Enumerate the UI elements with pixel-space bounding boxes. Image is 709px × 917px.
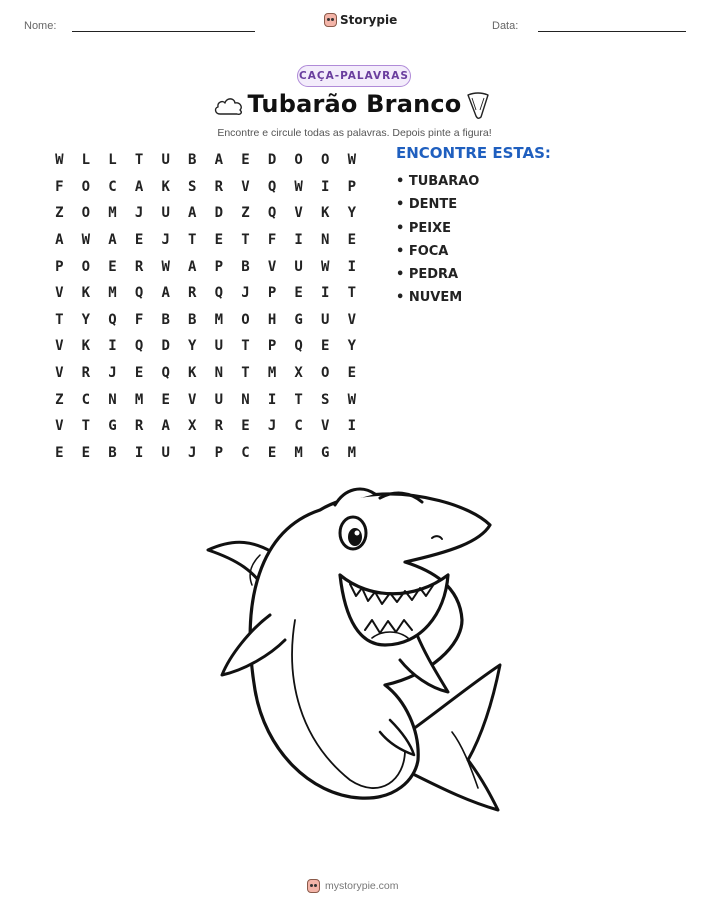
grid-cell[interactable]: U: [294, 258, 303, 275]
grid-cell[interactable]: Q: [134, 338, 144, 355]
grid-cell[interactable]: A: [161, 418, 170, 435]
grid-cell[interactable]: Z: [55, 391, 64, 408]
grid-cell[interactable]: A: [214, 152, 224, 169]
grid-cell[interactable]: I: [108, 338, 117, 355]
grid-cell[interactable]: R: [188, 285, 197, 302]
footer-url: mystorypie.com: [325, 880, 399, 892]
date-line: [538, 31, 686, 32]
grid-cell[interactable]: T: [81, 418, 91, 435]
grid-cell[interactable]: K: [321, 205, 330, 222]
grid-cell[interactable]: E: [294, 285, 303, 302]
grid-cell[interactable]: U: [161, 205, 170, 222]
grid-cell[interactable]: J: [241, 285, 250, 302]
grid-cell[interactable]: V: [241, 178, 250, 195]
grid-row: [46, 227, 365, 254]
grid-cell[interactable]: S: [321, 391, 330, 408]
grid-cell[interactable]: A: [55, 232, 64, 249]
grid-cell[interactable]: V: [294, 205, 303, 222]
grid-cell[interactable]: O: [321, 152, 330, 169]
brand: [324, 13, 397, 27]
grid-cell[interactable]: K: [81, 285, 91, 302]
grid-cell[interactable]: N: [108, 391, 117, 408]
word-item: • PEDRA: [396, 267, 459, 283]
grid-cell[interactable]: P: [214, 258, 224, 275]
grid-row: [46, 440, 365, 467]
grid-cell[interactable]: P: [214, 444, 224, 461]
grid-row: [46, 147, 365, 174]
grid-cell[interactable]: Q: [214, 285, 224, 302]
word-list-title: ENCONTRE ESTAS:: [396, 144, 551, 162]
word-list: [396, 170, 479, 310]
grid-cell[interactable]: E: [321, 338, 330, 355]
storypie-logo-icon: [307, 879, 320, 893]
grid-cell[interactable]: T: [55, 311, 64, 328]
grid-cell[interactable]: W: [161, 258, 170, 275]
grid-cell[interactable]: W: [347, 391, 357, 408]
grid-cell[interactable]: F: [55, 178, 64, 195]
grid-cell[interactable]: T: [347, 285, 357, 302]
grid-cell[interactable]: U: [214, 391, 224, 408]
grid-cell[interactable]: Y: [347, 338, 357, 355]
grid-cell[interactable]: W: [347, 152, 357, 169]
grid-cell[interactable]: I: [321, 285, 330, 302]
grid-cell[interactable]: V: [55, 285, 64, 302]
word-item: • PEIXE: [396, 220, 451, 236]
grid-row: [46, 280, 365, 307]
grid-cell[interactable]: C: [108, 178, 117, 195]
grid-cell[interactable]: B: [161, 311, 170, 328]
grid-cell[interactable]: G: [108, 418, 117, 435]
name-label: Nome:: [24, 20, 57, 32]
grid-cell[interactable]: I: [267, 391, 277, 408]
grid-cell[interactable]: A: [188, 205, 197, 222]
grid-cell[interactable]: M: [267, 365, 277, 382]
grid-cell[interactable]: S: [188, 178, 197, 195]
grid-cell[interactable]: J: [134, 205, 144, 222]
grid-cell[interactable]: U: [161, 152, 170, 169]
grid-row: [46, 200, 365, 227]
shark-tooth-icon: [465, 90, 491, 120]
grid-cell[interactable]: T: [241, 338, 250, 355]
grid-cell[interactable]: N: [241, 391, 250, 408]
grid-cell[interactable]: Q: [161, 365, 170, 382]
grid-cell[interactable]: M: [108, 285, 117, 302]
grid-row: [46, 413, 365, 440]
grid-cell[interactable]: W: [81, 232, 91, 249]
grid-cell[interactable]: O: [294, 152, 303, 169]
grid-cell[interactable]: D: [161, 338, 170, 355]
grid-cell[interactable]: W: [294, 178, 303, 195]
grid-cell[interactable]: Z: [241, 205, 250, 222]
grid-cell[interactable]: A: [134, 178, 144, 195]
grid-cell[interactable]: E: [134, 365, 144, 382]
grid-cell[interactable]: U: [321, 311, 330, 328]
grid-cell[interactable]: B: [188, 152, 197, 169]
grid-cell[interactable]: W: [55, 152, 64, 169]
date-label: Data:: [492, 20, 519, 32]
grid-cell[interactable]: R: [214, 418, 224, 435]
grid-cell[interactable]: T: [241, 232, 250, 249]
grid-row: [46, 174, 365, 201]
grid-cell[interactable]: J: [188, 444, 197, 461]
grid-cell[interactable]: V: [321, 418, 330, 435]
grid-cell[interactable]: T: [134, 152, 144, 169]
brand-name: Storypie: [340, 13, 398, 27]
grid-row: [46, 386, 365, 413]
grid-cell[interactable]: Y: [188, 338, 197, 355]
word-item: • NUVEM: [396, 290, 463, 306]
grid-cell[interactable]: V: [267, 258, 277, 275]
grid-cell[interactable]: C: [241, 444, 250, 461]
grid-cell[interactable]: M: [347, 444, 357, 461]
grid-cell[interactable]: F: [267, 232, 277, 249]
name-line: [72, 31, 255, 32]
grid-cell[interactable]: V: [55, 418, 64, 435]
word-item: • TUBARAO: [396, 174, 480, 189]
page-title: Tubarão Branco: [247, 90, 462, 118]
grid-cell[interactable]: L: [81, 152, 91, 169]
grid-cell[interactable]: X: [294, 365, 303, 382]
grid-cell[interactable]: J: [161, 232, 170, 249]
grid-cell[interactable]: P: [55, 258, 64, 275]
grid-cell[interactable]: O: [81, 205, 91, 222]
grid-cell[interactable]: K: [161, 178, 170, 195]
grid-cell[interactable]: K: [81, 338, 91, 355]
grid-cell[interactable]: G: [321, 444, 330, 461]
grid-cell[interactable]: A: [108, 232, 117, 249]
grid-cell[interactable]: I: [347, 258, 357, 275]
word-item: • FOCA: [396, 243, 449, 259]
grid-cell[interactable]: A: [161, 285, 170, 302]
grid-cell[interactable]: B: [188, 311, 197, 328]
instructions: Encontre e circule todas as palavras. Depois pinte a figura!: [217, 127, 492, 139]
grid-cell[interactable]: L: [108, 152, 117, 169]
grid-cell[interactable]: E: [161, 391, 170, 408]
grid-cell[interactable]: E: [55, 444, 64, 461]
grid-cell[interactable]: I: [294, 232, 303, 249]
grid-cell[interactable]: T: [188, 232, 197, 249]
grid-cell[interactable]: M: [214, 311, 224, 328]
footer: [307, 879, 399, 893]
grid-cell[interactable]: Q: [267, 178, 277, 195]
grid-row: [46, 360, 365, 387]
grid-cell[interactable]: P: [267, 338, 277, 355]
grid-cell[interactable]: R: [81, 365, 91, 382]
grid-cell[interactable]: E: [134, 232, 144, 249]
grid-cell[interactable]: R: [214, 178, 224, 195]
grid-cell[interactable]: Q: [267, 205, 277, 222]
grid-cell[interactable]: C: [294, 418, 303, 435]
grid-cell[interactable]: J: [267, 418, 277, 435]
grid-cell[interactable]: Q: [294, 338, 303, 355]
grid-cell[interactable]: A: [188, 258, 197, 275]
grid-cell[interactable]: X: [188, 418, 197, 435]
grid-cell[interactable]: F: [134, 311, 144, 328]
grid-cell[interactable]: E: [108, 258, 117, 275]
grid-cell[interactable]: E: [347, 365, 357, 382]
grid-cell[interactable]: R: [134, 258, 144, 275]
grid-row: [46, 307, 365, 334]
word-item: • DENTE: [396, 197, 458, 213]
grid-cell[interactable]: O: [81, 258, 91, 275]
grid-cell[interactable]: K: [188, 365, 197, 382]
grid-cell[interactable]: Q: [134, 285, 144, 302]
grid-row: [46, 253, 365, 280]
storypie-logo-icon: [324, 13, 337, 27]
grid-cell[interactable]: T: [294, 391, 303, 408]
grid-cell[interactable]: D: [214, 205, 224, 222]
grid-cell[interactable]: P: [347, 178, 357, 195]
grid-cell[interactable]: V: [188, 391, 197, 408]
grid-cell[interactable]: G: [294, 311, 303, 328]
grid-cell[interactable]: W: [321, 258, 330, 275]
grid-cell[interactable]: Y: [81, 311, 91, 328]
grid-cell[interactable]: I: [347, 418, 357, 435]
grid-cell[interactable]: E: [81, 444, 91, 461]
grid-cell[interactable]: V: [347, 311, 357, 328]
grid-cell[interactable]: N: [321, 232, 330, 249]
grid-cell[interactable]: B: [241, 258, 250, 275]
grid-cell[interactable]: Z: [55, 205, 64, 222]
grid-cell[interactable]: E: [214, 232, 224, 249]
grid-cell[interactable]: O: [321, 365, 330, 382]
grid-cell[interactable]: M: [294, 444, 303, 461]
grid-cell[interactable]: M: [108, 205, 117, 222]
grid-cell[interactable]: J: [108, 365, 117, 382]
grid-cell[interactable]: Q: [108, 311, 117, 328]
grid-cell[interactable]: E: [347, 232, 357, 249]
grid-row: [46, 333, 365, 360]
shark-illustration: [200, 480, 510, 820]
grid-cell[interactable]: Y: [347, 205, 357, 222]
grid-cell[interactable]: V: [55, 365, 64, 382]
grid-cell[interactable]: U: [161, 444, 170, 461]
grid-cell[interactable]: P: [267, 285, 277, 302]
grid-cell[interactable]: R: [134, 418, 144, 435]
grid-cell[interactable]: O: [241, 311, 250, 328]
grid-cell[interactable]: T: [241, 365, 250, 382]
grid-cell[interactable]: E: [267, 444, 277, 461]
grid-cell[interactable]: D: [267, 152, 277, 169]
grid-cell[interactable]: E: [241, 152, 250, 169]
grid-cell[interactable]: E: [241, 418, 250, 435]
category-badge: CAÇA-PALAVRAS: [297, 65, 411, 87]
grid-cell[interactable]: C: [81, 391, 91, 408]
grid-cell[interactable]: O: [81, 178, 91, 195]
grid-cell[interactable]: B: [108, 444, 117, 461]
word-search-grid: [46, 147, 365, 466]
grid-cell[interactable]: I: [321, 178, 330, 195]
grid-cell[interactable]: M: [134, 391, 144, 408]
grid-cell[interactable]: H: [267, 311, 277, 328]
grid-cell[interactable]: I: [134, 444, 144, 461]
grid-cell[interactable]: U: [214, 338, 224, 355]
grid-cell[interactable]: N: [214, 365, 224, 382]
grid-cell[interactable]: V: [55, 338, 64, 355]
